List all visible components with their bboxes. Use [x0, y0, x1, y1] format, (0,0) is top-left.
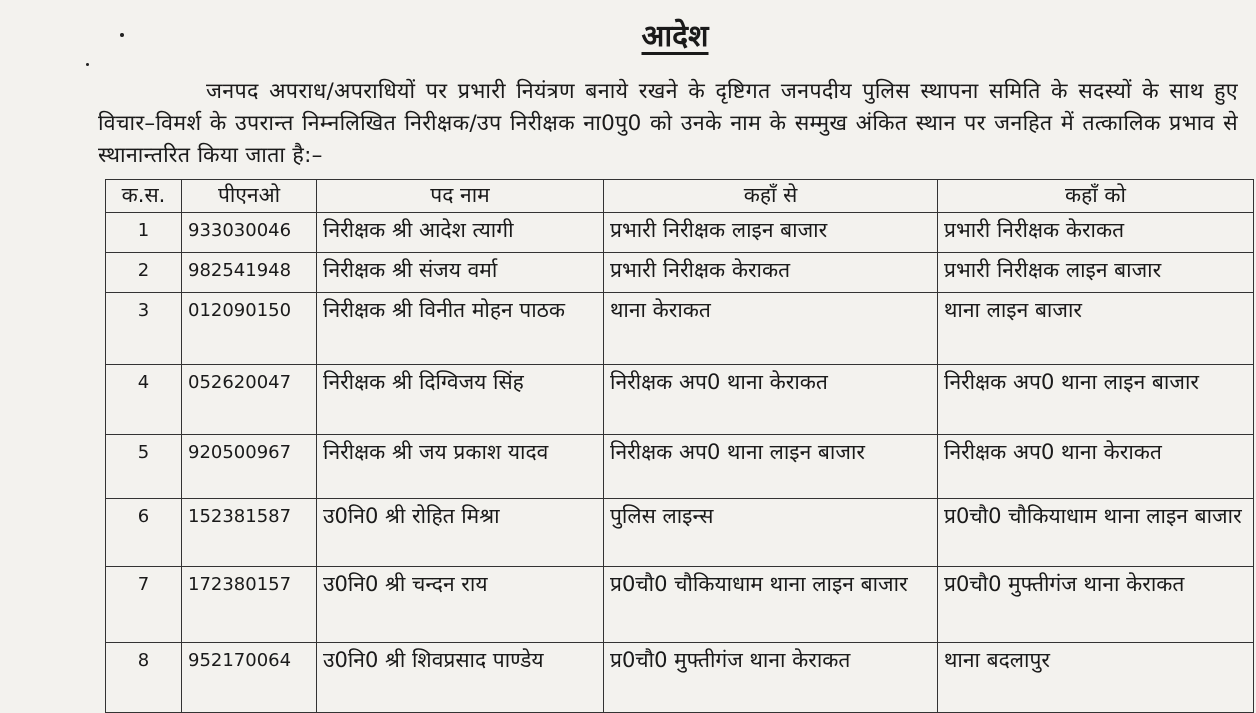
serial-cell: 6	[106, 499, 182, 567]
from-cell: पुलिस लाइन्स	[604, 499, 938, 567]
table-row	[106, 499, 1254, 567]
header-pno: पीएनओ	[182, 180, 317, 213]
to-cell: प्र0चौ0 चौकियाधाम थाना लाइन बाजार	[938, 499, 1254, 567]
table-row	[106, 253, 1254, 293]
pno-cell: 052620047	[182, 365, 317, 435]
name-cell: उ0नि0 श्री चन्दन राय	[317, 567, 604, 643]
name-cell: उ0नि0 श्री शिवप्रसाद पाण्डेय	[317, 643, 604, 713]
to-cell: निरीक्षक अप0 थाना लाइन बाजार	[938, 365, 1254, 435]
header-to: कहाँ को	[938, 180, 1254, 213]
from-cell: प्रभारी निरीक्षक लाइन बाजार	[604, 213, 938, 253]
table-row	[106, 213, 1254, 253]
table-row	[106, 293, 1254, 365]
from-cell: प्र0चौ0 चौकियाधाम थाना लाइन बाजार	[604, 567, 938, 643]
table-row	[106, 435, 1254, 499]
pno-cell: 920500967	[182, 435, 317, 499]
serial-cell: 5	[106, 435, 182, 499]
table-row	[106, 365, 1254, 435]
header-from: कहाँ से	[604, 180, 938, 213]
table-row	[106, 643, 1254, 713]
pno-cell: 172380157	[182, 567, 317, 643]
to-cell: प्रभारी निरीक्षक लाइन बाजार	[938, 253, 1254, 293]
to-cell: थाना बदलापुर	[938, 643, 1254, 713]
to-cell: निरीक्षक अप0 थाना केराकत	[938, 435, 1254, 499]
serial-cell: 7	[106, 567, 182, 643]
transfer-table	[105, 179, 1254, 713]
name-cell: निरीक्षक श्री संजय वर्मा	[317, 253, 604, 293]
from-cell: निरीक्षक अप0 थाना लाइन बाजार	[604, 435, 938, 499]
pno-cell: 152381587	[182, 499, 317, 567]
name-cell: निरीक्षक श्री दिग्विजय सिंह	[317, 365, 604, 435]
name-cell: निरीक्षक श्री विनीत मोहन पाठक	[317, 293, 604, 365]
serial-cell: 2	[106, 253, 182, 293]
pno-cell: 012090150	[182, 293, 317, 365]
serial-cell: 4	[106, 365, 182, 435]
order-title: आदेश	[641, 19, 709, 54]
serial-cell: 3	[106, 293, 182, 365]
name-cell: निरीक्षक श्री जय प्रकाश यादव	[317, 435, 604, 499]
name-cell: निरीक्षक श्री आदेश त्यागी	[317, 213, 604, 253]
pno-cell: 952170064	[182, 643, 317, 713]
to-cell: प्र0चौ0 मुफ्तीगंज थाना केराकत	[938, 567, 1254, 643]
pno-cell: 982541948	[182, 253, 317, 293]
header-serial: क.स.	[106, 180, 182, 213]
to-cell: प्रभारी निरीक्षक केराकत	[938, 213, 1254, 253]
header-name: पद नाम	[317, 180, 604, 213]
speck-mark	[86, 63, 89, 66]
serial-cell: 1	[106, 213, 182, 253]
from-cell: प्र0चौ0 मुफ्तीगंज थाना केराकत	[604, 643, 938, 713]
from-cell: थाना केराकत	[604, 293, 938, 365]
serial-cell: 8	[106, 643, 182, 713]
to-cell: थाना लाइन बाजार	[938, 293, 1254, 365]
order-paragraph: जनपद अपराध/अपराधियों पर प्रभारी नियंत्रण बनाये रखने के दृष्टिगत जनपदीय पुलिस स्थापना समिति के सदस्यों के साथ हुए विचार–विमर्श के उपरान्त निम्नलिखित निरीक्षक/उप निरीक्षक ना0पु0 को उनके नाम के सम्मुख अंकित स्थान पर जनहित में तत्कालिक प्रभाव से स्थानान्तरित किया जाता है:–	[98, 79, 1238, 168]
name-cell: उ0नि0 श्री रोहित मिश्रा	[317, 499, 604, 567]
from-cell: प्रभारी निरीक्षक केराकत	[604, 253, 938, 293]
table-header-row	[106, 180, 1254, 213]
pno-cell: 933030046	[182, 213, 317, 253]
from-cell: निरीक्षक अप0 थाना केराकत	[604, 365, 938, 435]
table-row	[106, 567, 1254, 643]
